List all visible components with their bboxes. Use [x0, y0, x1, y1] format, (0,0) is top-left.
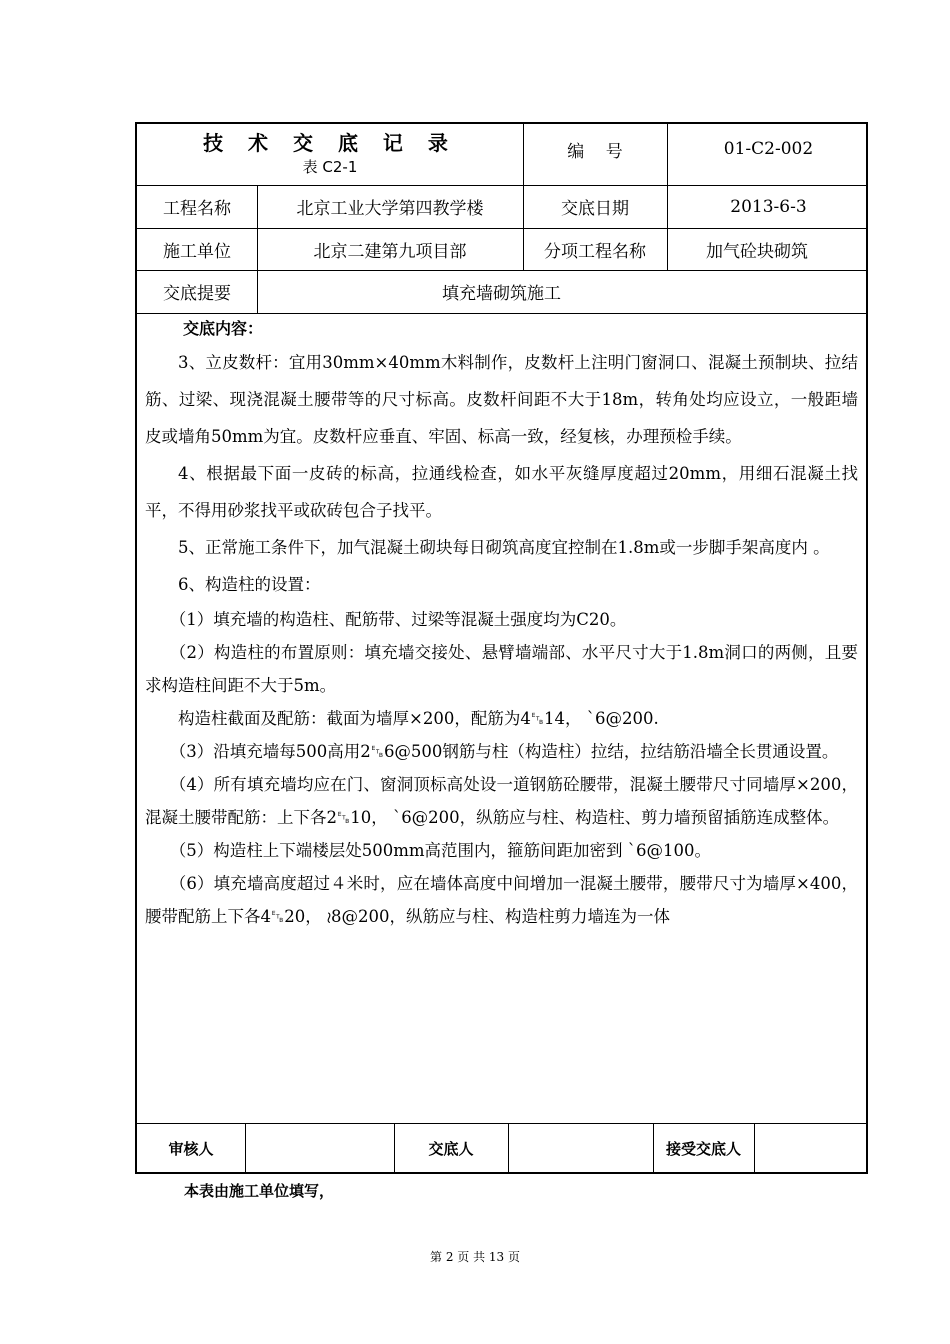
- form-number: 表 C2-1: [302, 157, 358, 176]
- content-paragraph: （2）构造柱的布置原则：填充墙交接处、悬臂墙端部、水平尺寸大于1.8m洞口的两侧，且要求构造柱间距不大于5m。: [145, 643, 858, 695]
- content-paragraph: 5、正常施工条件下，加气混凝土砌块每日砌筑高度宜控制在1.8m或一步脚手架高度内 。: [178, 538, 830, 557]
- content-paragraph: 6、构造柱的设置：: [178, 575, 321, 594]
- project-name-value: 北京工业大学第四教学楼: [296, 199, 484, 219]
- content-paragraph: （3）沿填充墙每500高用2␗6@500钢筋与柱（构造柱）拉结，拉结筋沿墙全长贯通设置。: [169, 742, 839, 761]
- content-label: 交底内容：: [183, 319, 264, 338]
- sub-project-value: 加气砼块砌筑: [706, 241, 808, 262]
- disclosure-content: [145, 314, 858, 933]
- construction-unit-value: 北京二建第九项目部: [313, 241, 467, 262]
- page-number: 第 2 页 共 13 页: [430, 1250, 520, 1264]
- disclosure-record-table: [135, 122, 868, 1174]
- code-label: 编 号: [567, 141, 623, 162]
- receiver-signature-field[interactable]: [754, 1123, 868, 1174]
- sub-project-label: 分项工程名称: [544, 241, 646, 262]
- title-cell: [137, 124, 523, 185]
- construction-unit-label: 施工单位: [163, 241, 231, 262]
- summary-value: 填充墙砌筑施工: [442, 284, 561, 304]
- discloser-label: 交底人: [428, 1140, 474, 1158]
- document-title: 技 术 交 底 记 录: [203, 130, 457, 155]
- reviewer-signature-field[interactable]: [245, 1123, 394, 1174]
- date-label: 交底日期: [561, 199, 629, 219]
- content-paragraph: （6）填充墙高度超过４米时，应在墙体高度中间增加一混凝土腰带，腰带尺寸为墙厚×400，腰带配筋上下各4␗20， ≀8@200，纵筋应与柱、构造柱剪力墙连为一体: [145, 874, 858, 926]
- content-paragraph: 3、立皮数杆：宜用30mm×40mm木料制作，皮数杆上注明门窗洞口、混凝土预制块、拉结筋、过梁、现浇混凝土腰带等的尺寸标高。皮数杆间距不大于18m，转角处均应设立，一般距墙皮或墙角50mm为宜。皮数杆应垂直、牢固、标高一致，经复核，办理预检手续。: [145, 353, 858, 446]
- project-name-label: 工程名称: [163, 199, 231, 219]
- receiver-label: 接受交底人: [665, 1140, 741, 1158]
- content-paragraph: 构造柱截面及配筋：截面为墙厚×200，配筋为4␗14， `6@200.: [178, 709, 659, 728]
- date-value: 2013-6-3: [730, 196, 807, 217]
- content-paragraph: （5）构造柱上下端楼层处500mm高范围内，箍筋间距加密到 `6@100。: [169, 841, 712, 860]
- reviewer-label: 审核人: [168, 1140, 214, 1158]
- discloser-signature-field[interactable]: [508, 1123, 653, 1174]
- summary-label: 交底提要: [163, 284, 231, 304]
- content-paragraph: （4）所有填充墙均应在门、窗洞顶标高处设一道钢筋砼腰带，混凝土腰带尺寸同墙厚×200，混凝土腰带配筋：上下各2␗10， `6@200，纵筋应与柱、构造柱、剪力墙预留插筋连成整体。: [145, 775, 858, 827]
- content-paragraph: 4、根据最下面一皮砖的标高，拉通线检查，如水平灰缝厚度超过20mm，用细石混凝土找平，不得用砂浆找平或砍砖包合子找平。: [145, 464, 858, 520]
- code-value: 01-C2-002: [723, 139, 814, 159]
- footnote: 本表由施工单位填写，: [184, 1182, 335, 1200]
- content-paragraph: （1）填充墙的构造柱、配筋带、过梁等混凝土强度均为C20。: [169, 610, 627, 629]
